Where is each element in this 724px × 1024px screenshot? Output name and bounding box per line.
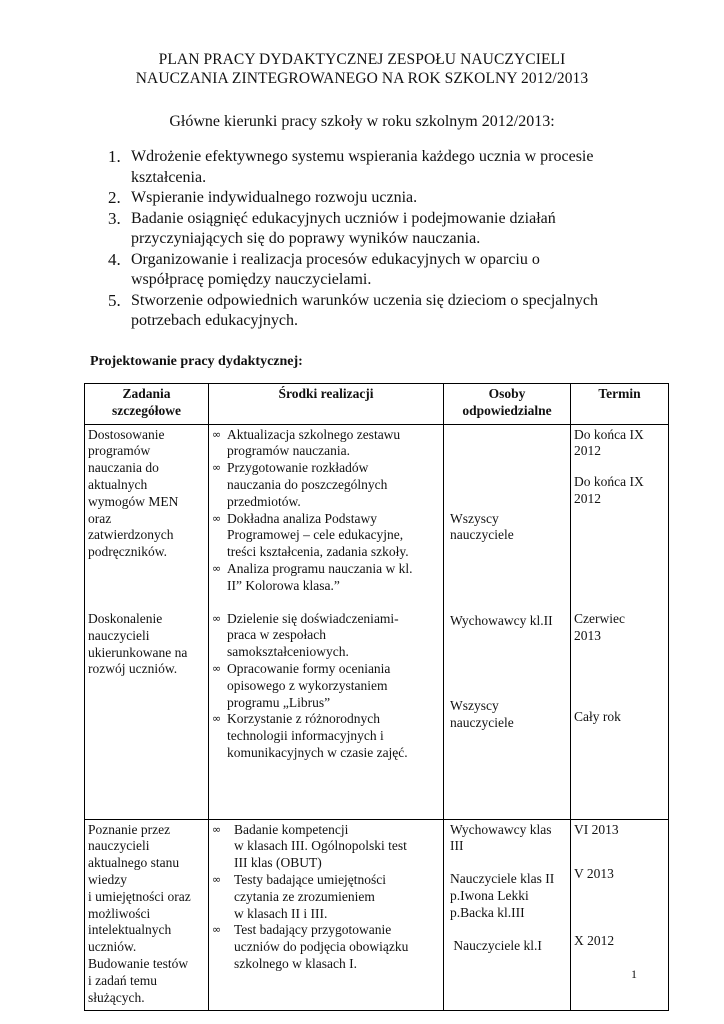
header-text: szczegółowe xyxy=(112,402,181,418)
cell-line: treści kształcenia, zadania szkoły. xyxy=(227,544,409,560)
cell-line: Testy badające umiejętności xyxy=(234,871,386,887)
title-line-2: NAUCZANIA ZINTEGROWANEGO NA ROK SZKOLNY 2012/2013 xyxy=(135,70,589,87)
infinity-bullet-icon: ∞ xyxy=(212,611,222,625)
direction-number: 1. xyxy=(108,147,121,166)
cell-line: nauczania do xyxy=(88,460,159,476)
cell-line: nauczyciele xyxy=(450,714,514,730)
cell-term xyxy=(571,819,669,1011)
cell-line: Budowanie testów xyxy=(88,955,189,971)
means-item xyxy=(212,511,440,561)
cell-line: podręczników. xyxy=(88,544,167,560)
header-term xyxy=(571,384,669,425)
infinity-bullet-icon: ∞ xyxy=(212,712,222,726)
directions-list xyxy=(108,147,668,332)
table-row xyxy=(85,819,669,1011)
direction-text: Wspieranie indywidualnego rozwoju ucznia. xyxy=(131,189,418,206)
infinity-bullet-icon: ∞ xyxy=(212,561,222,575)
direction-text: Organizowanie i realizacja procesów edukacyjnych w oparciu o xyxy=(131,250,540,268)
cell-line: przedmiotów. xyxy=(227,493,301,509)
cell-line: Wychowawcy kl.II xyxy=(450,613,553,629)
infinity-bullet-icon: ∞ xyxy=(212,872,222,886)
infinity-bullet-icon: ∞ xyxy=(212,511,222,525)
cell-line: aktualnego stanu xyxy=(88,855,180,871)
cell-line: Wszyscy xyxy=(450,510,499,526)
cell-line: możliwości xyxy=(88,905,151,921)
cell-line: VI 2013 xyxy=(574,821,619,837)
cell-term xyxy=(571,424,669,819)
direction-text: współpracę pomiędzy nauczycielami. xyxy=(131,271,372,288)
direction-number: 2. xyxy=(108,188,121,207)
cell-line: Dostosowanie xyxy=(88,426,165,442)
direction-item xyxy=(108,250,668,291)
cell-line: ukierunkowane na xyxy=(88,644,188,660)
direction-text: Stworzenie odpowiednich warunków uczenia się dzieciom o specjalnych xyxy=(131,291,598,309)
section-label: Projektowanie pracy dydaktycznej: xyxy=(90,354,303,369)
cell-line: nauczyciele xyxy=(450,527,514,543)
cell-line: i umiejętności oraz xyxy=(88,888,191,904)
cell-line: Czerwiec xyxy=(574,610,625,626)
cell-line: Nauczyciele klas II xyxy=(450,871,555,887)
cell-line: X 2012 xyxy=(574,933,615,949)
direction-number: 4. xyxy=(108,249,121,269)
cell-line: III klas (OBUT) xyxy=(234,855,322,871)
cell-line: wiedzy xyxy=(88,871,127,887)
means-item xyxy=(212,460,440,510)
cell-tasks xyxy=(85,424,209,819)
direction-text: Badanie osiągnięć edukacyjnych uczniów i podejmowanie działań xyxy=(131,209,556,227)
direction-text: potrzebach edukacyjnych. xyxy=(131,312,299,329)
cell-line: intelektualnych xyxy=(88,922,172,938)
cell-line: rozwój uczniów. xyxy=(88,661,178,677)
header-persons xyxy=(444,384,571,425)
header-text: Termin xyxy=(598,386,641,401)
cell-means xyxy=(209,819,444,1011)
cell-line: Wszyscy xyxy=(450,697,499,713)
cell-line: opisowego z wykorzystaniem xyxy=(227,677,388,693)
cell-line: Badanie kompetencji xyxy=(234,821,349,837)
cell-line: w klasach II i III. xyxy=(234,905,328,921)
header-text: Zadania xyxy=(122,386,171,401)
means-item xyxy=(212,711,440,761)
cell-line: programów xyxy=(88,443,151,459)
header-tasks xyxy=(85,384,209,425)
means-item xyxy=(212,922,440,972)
means-item xyxy=(212,872,440,922)
means-item xyxy=(212,561,440,595)
cell-line: komunikacyjnych w czasie zajęć. xyxy=(227,744,408,760)
cell-means xyxy=(209,424,444,819)
cell-line: technologii informacyjnych i xyxy=(227,728,384,744)
infinity-bullet-icon: ∞ xyxy=(212,822,222,836)
cell-line: Przygotowanie rozkładów xyxy=(227,460,369,476)
cell-line: wymogów MEN xyxy=(88,493,179,509)
header-text: Środki realizacji xyxy=(278,386,374,401)
means-item xyxy=(212,822,440,872)
cell-line: Korzystanie z różnorodnych xyxy=(227,711,380,727)
cell-line: 2012 xyxy=(574,443,601,459)
cell-line: oraz xyxy=(88,510,112,526)
header-means xyxy=(209,384,444,425)
table-row xyxy=(85,424,669,819)
cell-line: Aktualizacja szkolnego zestawu xyxy=(227,426,401,442)
direction-text: kształcenia. xyxy=(131,168,207,186)
cell-line: Programowej – cele edukacyjne, xyxy=(227,527,404,543)
cell-line: 2012 xyxy=(574,490,601,506)
cell-line: II” Kolorowa klasa.” xyxy=(227,577,340,593)
cell-persons xyxy=(444,819,571,1011)
cell-persons xyxy=(444,424,571,819)
infinity-bullet-icon: ∞ xyxy=(212,461,222,475)
infinity-bullet-icon: ∞ xyxy=(212,661,222,675)
cell-line: nauczania do poszczególnych xyxy=(227,476,388,492)
cell-tasks xyxy=(85,819,209,1011)
cell-line: Cały rok xyxy=(574,709,621,725)
cell-line: V 2013 xyxy=(574,866,614,882)
cell-line: Doskonalenie xyxy=(88,610,163,626)
cell-line: programu „Librus” xyxy=(227,694,331,710)
table-header-row xyxy=(85,384,669,425)
cell-line: Nauczyciele kl.I xyxy=(450,937,542,953)
cell-line: nauczycieli xyxy=(88,838,150,854)
cell-line: samokształceniowych. xyxy=(227,644,349,660)
cell-line: zatwierdzonych xyxy=(88,527,174,543)
cell-line: w klasach III. Ogólnopolski test xyxy=(234,838,407,854)
infinity-bullet-icon: ∞ xyxy=(212,923,222,937)
cell-line: Analiza programu nauczania w kl. xyxy=(227,560,413,576)
plan-table xyxy=(84,383,669,1011)
direction-number: 3. xyxy=(108,208,121,228)
cell-line: służących. xyxy=(88,989,145,1005)
header-text: odpowiedzialne xyxy=(462,402,552,418)
means-item xyxy=(212,427,440,461)
subtitle: Główne kierunki pracy szkoły w roku szkolnym 2012/2013: xyxy=(169,113,555,130)
cell-line: nauczycieli xyxy=(88,627,150,643)
page-number: 1 xyxy=(631,967,637,981)
direction-item xyxy=(108,209,668,250)
means-item xyxy=(212,661,440,711)
cell-line: 2013 xyxy=(574,627,601,643)
direction-item xyxy=(108,147,668,188)
cell-line: szkolnego w klasach I. xyxy=(234,955,357,971)
cell-line: Wychowawcy klas xyxy=(450,821,552,837)
title-line-1: PLAN PRACY DYDAKTYCZNEJ ZESPOŁU NAUCZYCIELI xyxy=(158,51,566,68)
cell-line: p.Iwona Lekki xyxy=(450,887,529,903)
cell-line: aktualnych xyxy=(88,476,148,492)
cell-line: i zadań temu xyxy=(88,972,157,988)
document-title xyxy=(0,50,724,88)
direction-text: Wdrożenie efektywnego systemu wspierania każdego ucznia w procesie xyxy=(131,148,594,165)
direction-item xyxy=(108,188,668,209)
direction-item xyxy=(108,291,668,332)
cell-line: Dokładna analiza Podstawy xyxy=(227,510,377,526)
means-item xyxy=(212,611,440,661)
header-text: Osoby xyxy=(488,386,526,401)
cell-line: Do końca IX xyxy=(574,474,644,490)
cell-line: Poznanie przez xyxy=(88,821,171,837)
direction-text: przyczyniających się do poprawy wyników nauczania. xyxy=(131,230,481,247)
cell-line: Do końca IX xyxy=(574,426,644,442)
cell-line: programów nauczania. xyxy=(227,443,350,459)
cell-line: uczniów. xyxy=(88,939,137,955)
cell-line: Opracowanie formy oceniania xyxy=(227,660,391,676)
cell-line: p.Backa kl.III xyxy=(450,904,525,920)
infinity-bullet-icon: ∞ xyxy=(212,427,222,441)
cell-line: praca w zespołach xyxy=(227,627,326,643)
cell-line: Test badający przygotowanie xyxy=(234,922,392,938)
cell-line: III xyxy=(450,838,464,854)
direction-number: 5. xyxy=(108,290,121,310)
cell-line: czytania ze zrozumieniem xyxy=(234,888,375,904)
cell-line: Dzielenie się doświadczeniami- xyxy=(227,610,399,626)
cell-line: uczniów do podjęcia obowiązku xyxy=(234,939,409,955)
